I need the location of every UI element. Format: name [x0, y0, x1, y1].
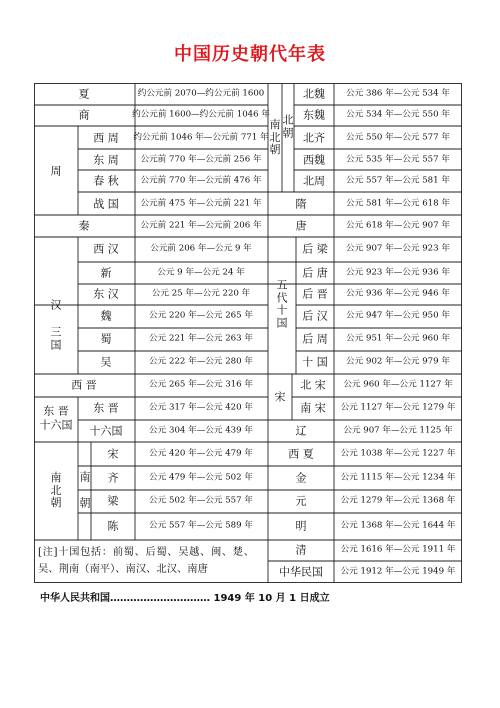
years-tang: 公元 618 年—公元 907 年	[346, 220, 450, 231]
years-shu: 公元 221 年—公元 263 年	[149, 333, 253, 344]
years-beisong: 公元 960 年—公元 1127 年	[343, 379, 453, 390]
page-title: 中国历史朝代年表	[174, 44, 326, 65]
dynasty-qing: 清	[295, 543, 307, 557]
dynasty-shiguo: 十 国	[302, 355, 328, 369]
dynasty-liang: 梁	[107, 494, 119, 508]
group-dongjin-16guo: 东 晋 十六国	[39, 404, 73, 432]
dynasty-houjin: 后 晋	[302, 287, 328, 301]
years-qi-s: 公元 479 年—公元 502 年	[149, 472, 253, 483]
dynasty-xiwei: 西魏	[303, 153, 325, 167]
dynasty-shang: 商	[78, 108, 90, 122]
sub-label-nan: 南	[79, 470, 91, 484]
dynasty-dongjin: 东 晋	[93, 401, 119, 415]
years-qing: 公元 1616 年—公元 1911 年	[340, 544, 456, 555]
dynasty-table	[34, 83, 462, 583]
dynasty-houhan: 后 汉	[302, 309, 328, 323]
dynasty-xixia: 西 夏	[288, 447, 314, 461]
dynasty-qi-s: 齐	[107, 471, 119, 485]
years-xixia: 公元 1038 年—公元 1227 年	[340, 448, 456, 459]
years-wu: 公元 222 年—公元 280 年	[149, 356, 253, 367]
years-houliang: 公元 907 年—公元 923 年	[346, 243, 450, 254]
dynasty-beizhou: 北周	[303, 174, 325, 188]
years-16guo: 公元 304 年—公元 439 年	[149, 425, 253, 436]
dynasty-jin: 金	[295, 471, 307, 485]
table-note: [注]十国包括：前蜀、后蜀、吴越、闽、楚、吴、荆南（南平）、南汉、北汉、南唐	[38, 546, 254, 575]
dynasty-houliang: 后 梁	[302, 242, 328, 256]
years-beiwei: 公元 386 年—公元 534 年	[346, 88, 450, 99]
years-xihan: 公元前 206 年—公元 9 年	[150, 243, 252, 254]
dynasty-shu: 蜀	[100, 332, 112, 346]
dynasty-beiwei: 北魏	[303, 87, 325, 101]
dynasty-liao: 辽	[295, 424, 307, 438]
dynasty-chen: 陈	[107, 519, 119, 533]
years-beiqi: 公元 550 年—公元 577 年	[346, 132, 450, 143]
sub-label-chao: 朝	[79, 496, 91, 510]
dynasty-ming: 明	[295, 519, 307, 533]
dynasty-wu: 吴	[100, 355, 112, 369]
years-zhanguo: 公元前 475 年—公元前 221 年	[140, 198, 262, 209]
group-zhou: 周	[50, 164, 62, 178]
dynasty-xijin: 西 晋	[71, 378, 97, 392]
years-dongwei: 公元 534 年—公元 550 年	[346, 109, 450, 120]
dynasty-dongwei: 东魏	[303, 108, 325, 122]
years-nansong: 公元 1127 年—公元 1279 年	[340, 402, 456, 413]
years-jin: 公元 1115 年—公元 1234 年	[340, 472, 456, 483]
group-sanguo: 三国	[50, 325, 62, 351]
years-sui: 公元 581 年—公元 618 年	[346, 198, 450, 209]
years-ming: 公元 1368 年—公元 1644 年	[340, 520, 456, 531]
years-xia: 约公元前 2070—约公元前 1600	[137, 88, 265, 99]
group-nanbeichao: 南北朝	[50, 471, 62, 510]
dynasty-tang: 唐	[295, 219, 307, 233]
years-dongjin: 公元 317 年—公元 420 年	[149, 402, 253, 413]
dynasty-xia: 夏	[78, 87, 90, 101]
group-wudai-shiguo: 五代十国	[276, 278, 288, 330]
dynasty-beiqi: 北齐	[303, 131, 325, 145]
years-liang: 公元 502 年—公元 557 年	[149, 495, 253, 506]
dynasty-xin: 新	[100, 266, 112, 280]
dynasty-zhanguo: 战 国	[93, 197, 119, 211]
years-zhonghua-minguo: 公元 1912 年—公元 1949 年	[340, 566, 456, 577]
dynasty-chunqiu: 春 秋	[93, 174, 119, 188]
years-houtang: 公元 923 年—公元 936 年	[346, 267, 450, 278]
dynasty-donghan: 东 汉	[93, 287, 119, 301]
years-xiwei: 公元 535 年—公元 557 年	[346, 154, 450, 165]
dynasty-sui: 隋	[295, 197, 307, 211]
years-qin: 公元前 221 年—公元前 206 年	[140, 220, 262, 231]
years-liao: 公元 907 年—公元 1125 年	[343, 425, 453, 436]
dynasty-houtang: 后 唐	[302, 266, 328, 280]
group-song: 宋	[274, 390, 286, 404]
dynasty-dongzhou: 东 周	[93, 153, 119, 167]
dynasty-zhonghua-minguo: 中华民国	[279, 565, 323, 579]
dynasty-qin: 秦	[78, 219, 90, 233]
dynasty-nansong: 南 宋	[300, 401, 326, 415]
years-chen: 公元 557 年—公元 589 年	[149, 520, 253, 531]
years-wei: 公元 220 年—公元 265 年	[149, 310, 253, 321]
group-nanbeichao-right: 南北朝	[269, 118, 281, 157]
dynasty-beisong: 北 宋	[300, 378, 326, 392]
dynasty-houzhou: 后 周	[302, 332, 328, 346]
years-houzhou: 公元 951 年—公元 960 年	[346, 333, 450, 344]
years-houjin: 公元 936 年—公元 946 年	[346, 288, 450, 299]
years-shiguo: 公元 902 年—公元 979 年	[346, 356, 450, 367]
years-chunqiu: 公元前 770 年—公元前 476 年	[140, 175, 262, 186]
dynasty-yuan: 元	[295, 494, 307, 508]
prc-founding-line: 中华人民共和国………………………… 1949 年 10 月 1 日成立	[40, 593, 330, 604]
years-donghan: 公元 25 年—公元 220 年	[151, 288, 251, 299]
years-beizhou: 公元 557 年—公元 581 年	[346, 175, 450, 186]
years-houhan: 公元 947 年—公元 950 年	[346, 310, 450, 321]
dynasty-xihan: 西 汉	[93, 242, 119, 256]
years-dongzhou: 公元前 770 年—公元前 256 年	[140, 154, 262, 165]
dynasty-xizhou: 西 周	[93, 131, 119, 145]
group-beichao: 北朝	[282, 113, 294, 139]
dynasty-wei: 魏	[100, 309, 112, 323]
group-han: 汉	[50, 298, 62, 312]
years-xijin: 公元 265 年—公元 316 年	[149, 379, 253, 390]
years-xin: 公元 9 年—公元 24 年	[157, 267, 245, 278]
dynasty-16guo: 十六国	[89, 424, 123, 438]
years-xizhou: 约公元前 1046 年—公元前 771 年	[133, 132, 269, 143]
years-yuan: 公元 1279 年—公元 1368 年	[340, 495, 456, 506]
years-song-s: 公元 420 年—公元 479 年	[149, 448, 253, 459]
dynasty-song-s: 宋	[107, 447, 119, 461]
years-shang: 约公元前 1600—约公元前 1046 年	[132, 109, 270, 120]
